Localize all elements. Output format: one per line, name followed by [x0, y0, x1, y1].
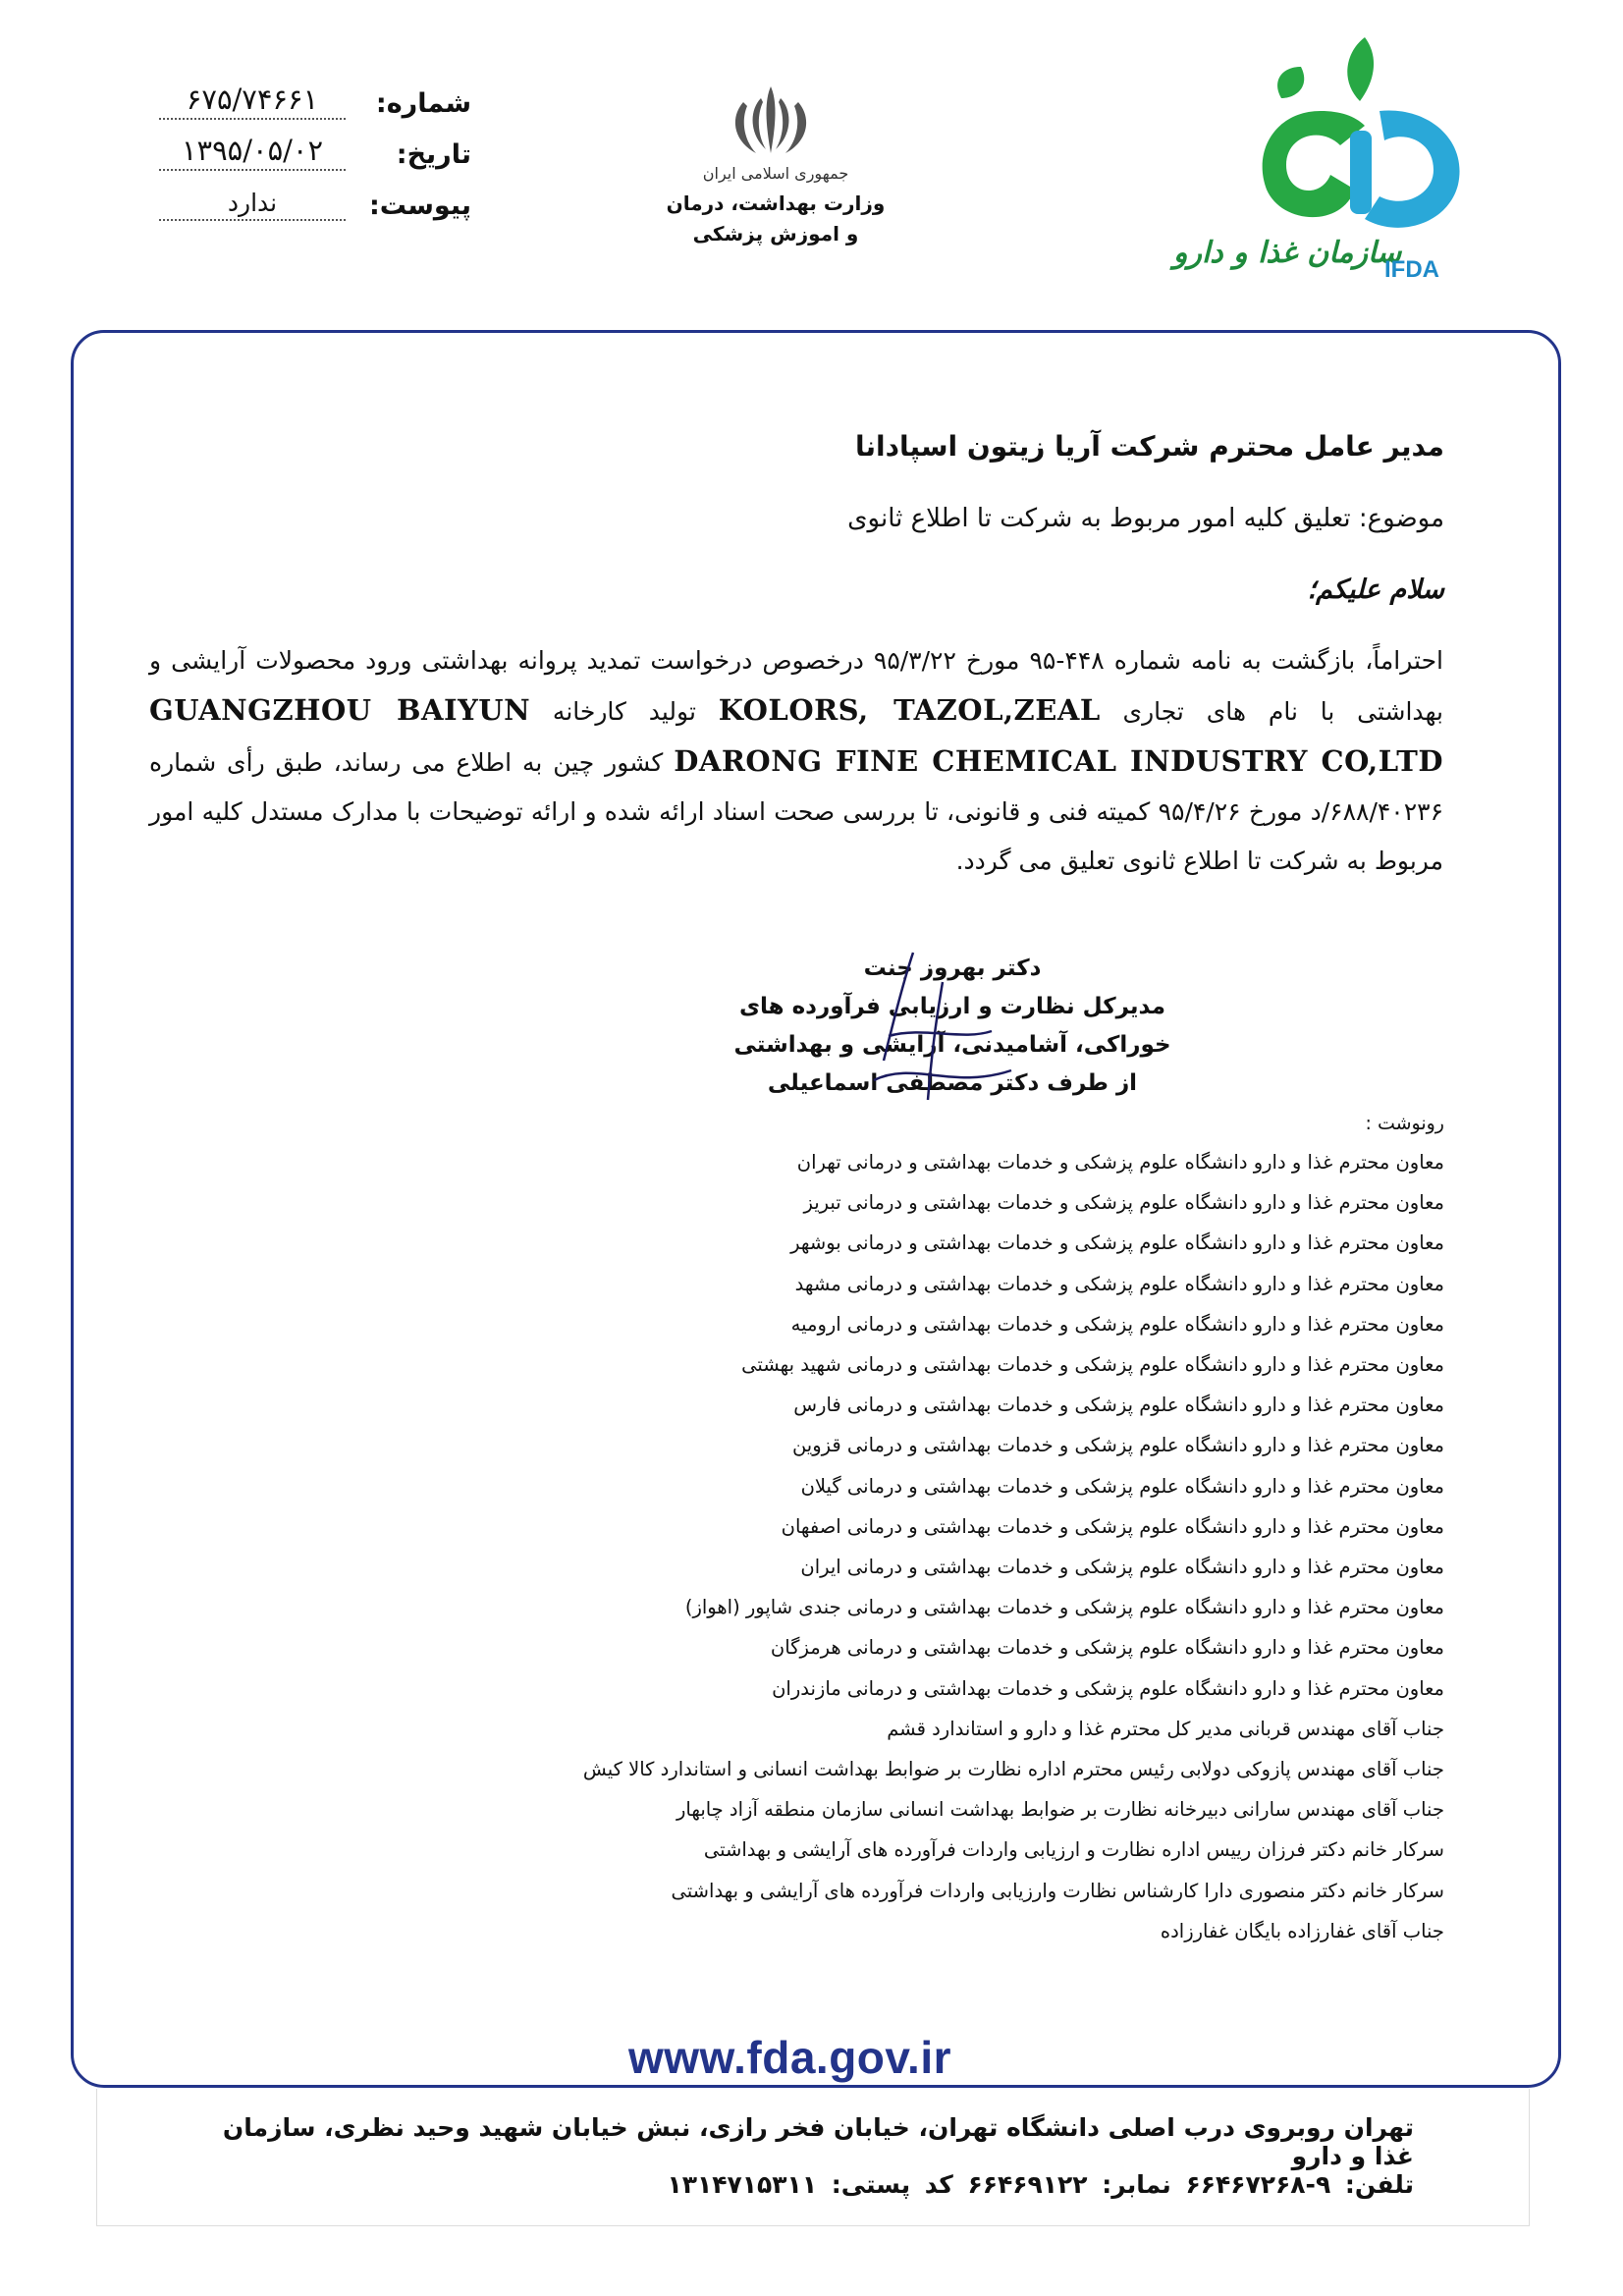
handwritten-signature-icon [844, 943, 1041, 1110]
body-text-3: کشور چین به اطلاع می رساند، طبق رأی شماره ۶۸۸/۴۰۲۳۶/د مورخ ۹۵/۴/۲۶ کمیته فنی و قانونی، تا بررسی صحت اسناد ارائه شده و ارائه توضیحات با مدارک مستدل کلیه امور مربوط به شرکت تا اطلاع ثانوی تعلیق می گردد. [149, 748, 1444, 875]
cc-item: معاون محترم غذا و دارو دانشگاه علوم پزشکی و خدمات بهداشتی و درمانی اصفهان [781, 1514, 1444, 1538]
signer-title-2: خوراکی، آشامیدنی، آرایشی و بهداشتی [733, 1032, 1171, 1058]
cc-item: معاون محترم غذا و دارو دانشگاه علوم پزشکی و خدمات بهداشتی و درمانی ارومیه [790, 1312, 1444, 1336]
logo-caption: سازمان غذا و دارو [1173, 236, 1402, 270]
cc-item: معاون محترم غذا و دارو دانشگاه علوم پزشکی و خدمات بهداشتی و درمانی تبریز [803, 1191, 1444, 1215]
factory-name: GUANGZHOU BAIYUN DARONG FINE CHEMICAL INDUSTRY CO,LTD [149, 693, 1443, 778]
cc-list [364, 1142, 1444, 1951]
brand-names: KOLORS, TAZOL,ZEAL [718, 693, 1101, 727]
cc-item: معاون محترم غذا و دارو دانشگاه علوم پزشکی و خدمات بهداشتی و درمانی ایران [800, 1556, 1444, 1579]
cc-item: معاون محترم غذا و دارو دانشگاه علوم پزشکی و خدمات بهداشتی و درمانی شهید بهشتی [741, 1353, 1444, 1377]
cc-label: رونوشت : [1365, 1113, 1444, 1134]
cc-item: معاون محترم غذا و دارو دانشگاه علوم پزشکی و خدمات بهداشتی و درمانی گیلان [800, 1474, 1444, 1498]
number-label: شماره: [375, 88, 471, 119]
footer-phones: تلفن: ۹-۶۶۴۶۷۲۶۸ نمابر: ۶۶۴۶۹۱۲۲ کد پستی: ۱۳۱۴۷۱۵۳۱۱ [667, 2170, 1414, 2199]
emblem-ministry-line2: و اموزش پزشکی [692, 222, 859, 246]
ifda-logo-icon [1173, 27, 1507, 244]
cc-item: معاون محترم غذا و دارو دانشگاه علوم پزشکی و خدمات بهداشتی و درمانی فارس [793, 1394, 1444, 1417]
signer-name: دکتر بهروز جنت [863, 956, 1042, 981]
cc-item: جناب آقای مهندس سارانی دبیرخانه نظارت بر ضوابط بهداشت انسانی سازمان منطقه آزاد چابهار [676, 1798, 1444, 1822]
footer-address: تهران روبروی درب اصلی دانشگاه تهران، خیابان فخر رازی، نبش خیابان شهید وحید نظری، سازمان غذا و دارو [222, 2113, 1414, 2170]
cc-item: سرکار خانم دکتر منصوری دارا کارشناس نظارت وارزیابی واردات فرآورده های آرایشی و بهداشتی [671, 1879, 1444, 1902]
cc-item: سرکار خانم دکتر فرزان رییس اداره نظارت و ارزیابی واردات فرآورده های آرایشی و بهداشتی [703, 1838, 1444, 1862]
cc-item: معاون محترم غذا و دارو دانشگاه علوم پزشکی و خدمات بهداشتی و درمانی قزوین [791, 1434, 1444, 1457]
cc-item: معاون محترم غذا و دارو دانشگاه علوم پزشکی و خدمات بهداشتی و درمانی تهران [796, 1151, 1444, 1174]
cc-item: معاون محترم غذا و دارو دانشگاه علوم پزشکی و خدمات بهداشتی و درمانی هرمزگان [770, 1636, 1444, 1660]
number-value: ۶۷۵/۷۴۶۶۱ [159, 82, 346, 120]
signer-on-behalf: از طرف دکتر مصطفی اسماعیلی [767, 1070, 1138, 1096]
body-text-1: احتراماً، بازگشت به نامه شماره ۴۴۸-۹۵ مورخ ۹۵/۳/۲۲ درخصوص درخواست تمدید پروانه بهداشتی ورود محصولات آرایشی و بهداشتی با نام های تجاری [149, 646, 1444, 726]
attachment-label: پیوست: [368, 191, 471, 221]
cc-item: معاون محترم غذا و دارو دانشگاه علوم پزشکی و خدمات بهداشتی و درمانی مشهد [794, 1272, 1444, 1295]
date-label: تاریخ: [396, 139, 471, 170]
addressee: مدیر عامل محترم شرکت آریا زیتون اسپادانا [855, 430, 1444, 463]
ministry-heading [609, 159, 943, 249]
emblem-ministry-line1: وزارت بهداشت، درمان [666, 191, 886, 215]
logo-abbreviation: IFDA [1384, 256, 1439, 283]
meta-number [147, 82, 471, 128]
attachment-value: ندارد [159, 189, 346, 221]
cc-item: جناب آقای مهندس قربانی مدیر کل محترم غذا و دارو و استاندارد قشم [887, 1717, 1444, 1740]
website-link[interactable]: www.fda.gov.ir [628, 2032, 952, 2083]
cc-item: جناب آقای غفارزاده بایگان غفارزاده [1160, 1919, 1444, 1942]
subject: موضوع: تعلیق کلیه امور مربوط به شرکت تا اطلاع ثانوی [847, 504, 1444, 533]
iran-emblem-icon [722, 81, 820, 159]
letter-body [149, 636, 1443, 886]
meta-date [147, 134, 471, 179]
cc-item: معاون محترم غذا و دارو دانشگاه علوم پزشکی و خدمات بهداشتی و درمانی مازندران [772, 1676, 1444, 1700]
emblem-country: جمهوری اسلامی ایران [702, 164, 849, 183]
greeting: سلام علیکم؛ [1307, 574, 1444, 605]
date-value: ۱۳۹۵/۰۵/۰۲ [159, 134, 346, 171]
body-text-2: تولید کارخانه [530, 697, 719, 726]
cc-item: جناب آقای مهندس پازوکی دولابی رئیس محترم اداره نظارت بر ضوابط بهداشت انسانی و استاندارد کالا کیش [582, 1758, 1444, 1781]
cc-item: معاون محترم غذا و دارو دانشگاه علوم پزشکی و خدمات بهداشتی و درمانی جندی شاپور (اهواز) [684, 1596, 1444, 1619]
meta-attachment [147, 191, 471, 230]
cc-item: معاون محترم غذا و دارو دانشگاه علوم پزشکی و خدمات بهداشتی و درمانی بوشهر [790, 1231, 1444, 1255]
signer-title-1: مدیرکل نظارت و ارزیابی فرآورده های [738, 994, 1166, 1019]
